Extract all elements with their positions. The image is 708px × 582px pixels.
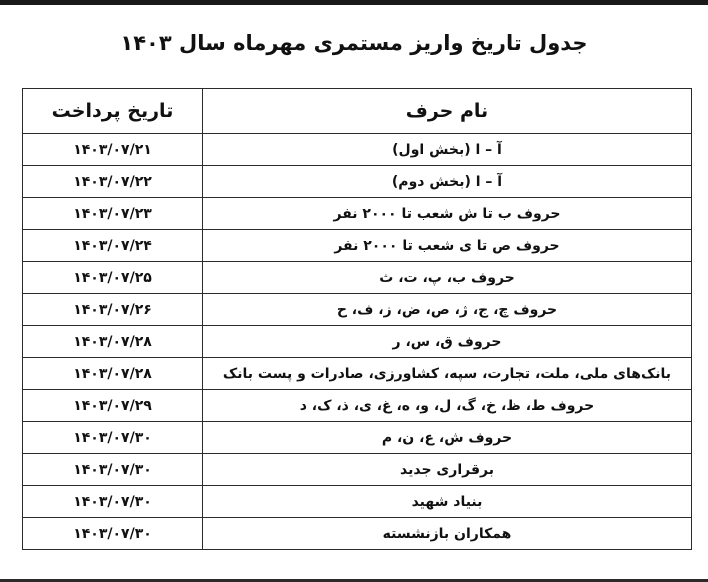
letter-group-cell: حروف ط، ظ، خ، گ، ل، و، ه، غ، ی، ذ، ک، د bbox=[203, 390, 692, 422]
letter-group-cell: برقراری جدید bbox=[203, 454, 692, 486]
table-row bbox=[23, 358, 692, 390]
letter-group-cell: حروف ب، پ، ت، ث bbox=[203, 262, 692, 294]
table-row bbox=[23, 166, 692, 198]
table-row bbox=[23, 486, 692, 518]
letter-group-cell: بانک‌های ملی، ملت، تجارت، سپه، کشاورزی، صادرات و پست بانک bbox=[203, 358, 692, 390]
payment-date-cell: ۱۴۰۳/۰۷/۲۲ bbox=[23, 166, 203, 198]
letter-group-cell: بنیاد شهید bbox=[203, 486, 692, 518]
payment-date-cell: ۱۴۰۳/۰۷/۳۰ bbox=[23, 454, 203, 486]
table-row bbox=[23, 454, 692, 486]
table-row bbox=[23, 326, 692, 358]
payment-date-cell: ۱۴۰۳/۰۷/۲۵ bbox=[23, 262, 203, 294]
table-row bbox=[23, 230, 692, 262]
payment-date-cell: ۱۴۰۳/۰۷/۳۰ bbox=[23, 422, 203, 454]
letter-group-cell: همکاران بازنشسته bbox=[203, 518, 692, 550]
payment-date-cell: ۱۴۰۳/۰۷/۲۶ bbox=[23, 294, 203, 326]
letter-group-cell: آ – ا (بخش اول) bbox=[203, 134, 692, 166]
letter-group-cell: حروف ب تا ش شعب تا ۲۰۰۰ نفر bbox=[203, 198, 692, 230]
table-row bbox=[23, 390, 692, 422]
letter-group-cell: حروف ص تا ی شعب تا ۲۰۰۰ نفر bbox=[203, 230, 692, 262]
page-title: جدول تاریخ واریز مستمری مهرماه سال ۱۴۰۳ bbox=[120, 31, 588, 55]
letter-group-cell: حروف ش، ع، ن، م bbox=[203, 422, 692, 454]
header-letter-name: نام حرف bbox=[203, 89, 692, 134]
top-border-bar bbox=[0, 0, 708, 5]
table-row bbox=[23, 518, 692, 550]
payment-date-cell: ۱۴۰۳/۰۷/۳۰ bbox=[23, 486, 203, 518]
payment-date-cell: ۱۴۰۳/۰۷/۲۹ bbox=[23, 390, 203, 422]
header-payment-date: تاریخ پرداخت bbox=[23, 89, 203, 134]
payment-date-cell: ۱۴۰۳/۰۷/۲۸ bbox=[23, 358, 203, 390]
table-row bbox=[23, 198, 692, 230]
payment-date-cell: ۱۴۰۳/۰۷/۲۸ bbox=[23, 326, 203, 358]
letter-group-cell: آ – ا (بخش دوم) bbox=[203, 166, 692, 198]
letter-group-cell: حروف ق، س، ر bbox=[203, 326, 692, 358]
payment-date-cell: ۱۴۰۳/۰۷/۲۴ bbox=[23, 230, 203, 262]
payment-date-cell: ۱۴۰۳/۰۷/۳۰ bbox=[23, 518, 203, 550]
letter-group-cell: حروف چ، ج، ژ، ص، ض، ز، ف، ح bbox=[203, 294, 692, 326]
table-row bbox=[23, 262, 692, 294]
table-row bbox=[23, 422, 692, 454]
table-row bbox=[23, 134, 692, 166]
payment-date-cell: ۱۴۰۳/۰۷/۲۳ bbox=[23, 198, 203, 230]
payment-schedule-table bbox=[22, 88, 692, 550]
table-row bbox=[23, 294, 692, 326]
table-header-row bbox=[23, 89, 692, 134]
payment-date-cell: ۱۴۰۳/۰۷/۲۱ bbox=[23, 134, 203, 166]
